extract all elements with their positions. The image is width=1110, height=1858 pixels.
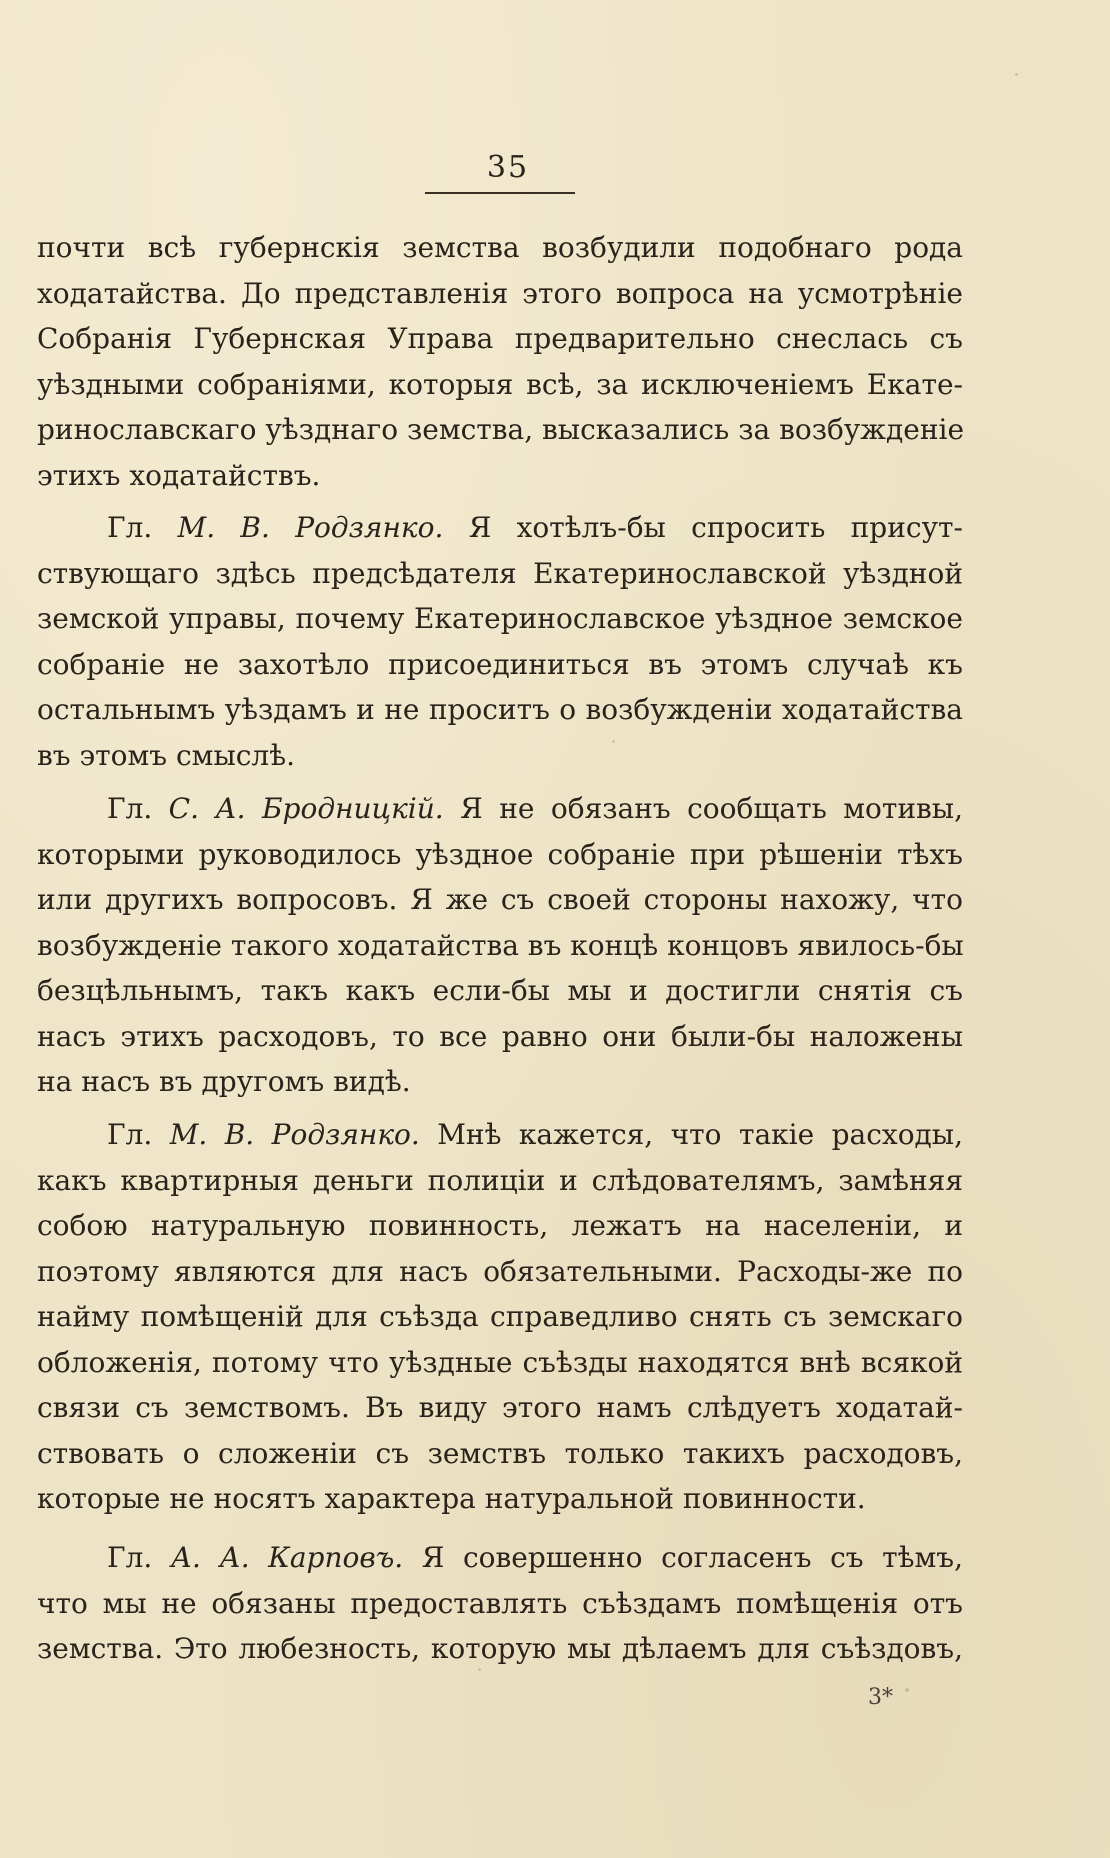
speaker-line	[37, 786, 963, 832]
speaker-prefix: Гл.	[107, 792, 153, 825]
speaker-line-text: Я совершенно согласенъ съ тѣмъ,	[421, 1541, 964, 1574]
text-line: ствовать о сложеніи съ земствъ только такихъ расходовъ,	[37, 1436, 963, 1470]
text-line: земской управы, почему Екатеринославское уѣздное земское	[37, 602, 963, 635]
speaker-line	[37, 1112, 963, 1158]
text-line: этихъ ходатайствъ.	[37, 458, 321, 492]
speaker-name: С. А. Бродницкій.	[168, 792, 444, 825]
page-number-rule	[425, 192, 575, 194]
paper-speck	[1015, 73, 1018, 76]
paper-speck	[478, 1668, 481, 1671]
text-line: почти всѣ губернскія земства возбудили подобнаго рода	[37, 231, 963, 264]
paragraph-3	[37, 786, 963, 1105]
text-line: обложенія, потому что уѣздные съѣзды находятся внѣ всякой	[37, 1345, 963, 1379]
text-line: что мы не обязаны предоставлять съѣздамъ помѣщенія отъ	[37, 1586, 963, 1620]
text-line: насъ этихъ расходовъ, то все равно они были-бы наложены	[37, 1019, 963, 1053]
speaker-prefix: Гл.	[107, 1118, 153, 1151]
signature-mark: 3*	[868, 1685, 893, 1710]
speaker-prefix: Гл.	[107, 1541, 153, 1574]
speaker-name: А. А. Карповъ.	[170, 1541, 404, 1574]
text-line: остальнымъ уѣздамъ и не проситъ о возбужденіи ходатайства	[37, 693, 963, 726]
text-line: которыми руководилось уѣздное собраніе при рѣшеніи тѣхъ	[37, 837, 963, 871]
speaker-prefix: Гл.	[107, 511, 153, 544]
text-line: поэтому являются для насъ обязательными. Расходы-же по	[37, 1254, 963, 1288]
text-line: связи съ земствомъ. Въ виду этого намъ слѣдуетъ ходатай-	[37, 1391, 963, 1424]
paper-speck	[905, 1688, 909, 1692]
text-line: ринославскаго уѣзднаго земства, высказались за возбужденіе	[37, 413, 965, 446]
page-number: 35	[486, 150, 530, 185]
speaker-line-text: Я хотѣлъ-бы спросить присут-	[468, 511, 963, 544]
text-line: безцѣльнымъ, такъ какъ если-бы мы и достигли снятія съ	[37, 974, 963, 1007]
speaker-line-text: Я не обязанъ сообщать мотивы,	[460, 792, 963, 825]
paragraph-5	[37, 1535, 963, 1672]
text-line: уѣздными собраніями, которыя всѣ, за исключеніемъ Екате-	[37, 367, 963, 401]
paper-speck	[612, 740, 615, 743]
text-line: земства. Это любезность, которую мы дѣлаемъ для съѣздовъ,	[37, 1632, 963, 1665]
text-line: собраніе не захотѣло присоединиться въ этомъ случаѣ къ	[37, 647, 963, 681]
text-line: собою натуральную повинность, лежатъ на населеніи, и	[37, 1209, 963, 1242]
text-line: какъ квартирныя деньги полиціи и слѣдователямъ, замѣняя	[37, 1163, 963, 1197]
text-line: ствующаго здѣсь предсѣдателя Екатеринославской уѣздной	[37, 556, 963, 590]
text-line: которые не носятъ характера натуральной повинности.	[37, 1482, 866, 1515]
text-line: найму помѣщеній для съѣзда справедливо снять съ земскаго	[37, 1300, 963, 1333]
speaker-name: М. В. Родзянко.	[177, 511, 444, 544]
text-line: въ этомъ смыслѣ.	[37, 738, 296, 772]
text-line: или другихъ вопросовъ. Я же съ своей стороны нахожу, что	[37, 883, 963, 916]
speaker-line	[37, 1535, 963, 1581]
text-line: возбужденіе такого ходатайства въ концѣ концовъ явилось-бы	[37, 928, 964, 962]
speaker-line-text: Мнѣ кажется, что такіе расходы,	[437, 1118, 963, 1151]
text-line: ходатайства. До представленія этого вопроса на усмотрѣніе	[37, 276, 963, 310]
paragraph-1	[37, 225, 963, 498]
speaker-line	[37, 505, 963, 551]
text-line: на насъ въ другомъ видѣ.	[37, 1065, 411, 1098]
text-line: Собранія Губернская Управа предварительно снеслась съ	[37, 322, 963, 355]
speaker-name: М. В. Родзянко.	[169, 1118, 420, 1151]
paragraph-4	[37, 1112, 963, 1522]
paragraph-2	[37, 505, 963, 778]
